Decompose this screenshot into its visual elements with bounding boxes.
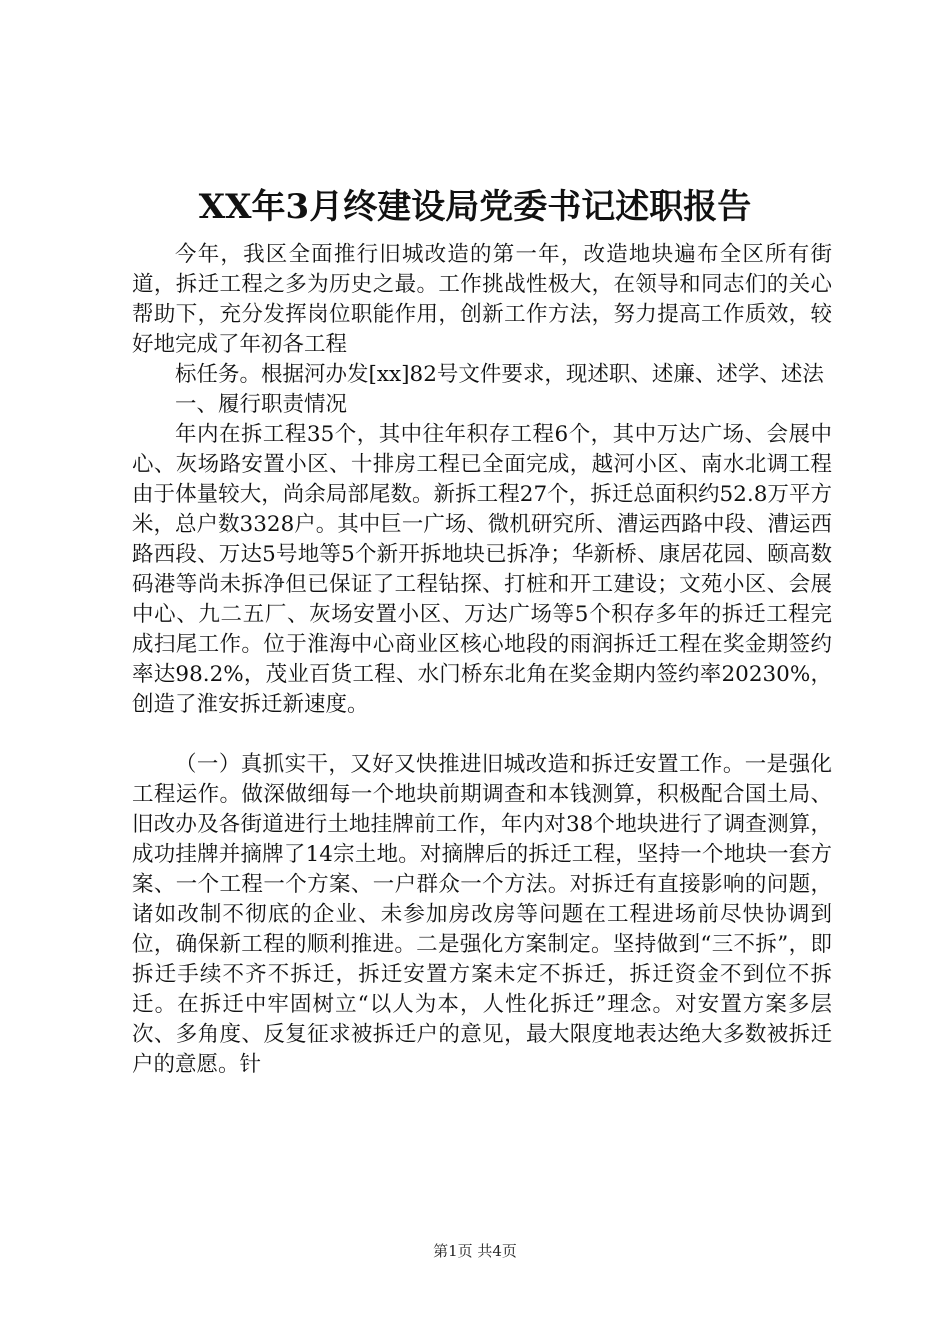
paragraph-gap	[132, 720, 832, 750]
paragraph-projects: 年内在拆工程35个，其中往年积存工程6个，其中万达广场、会展中心、灰场路安置小区、十排房工程已全面完成，越河小区、南水北调工程由于体量较大，尚余局部尾数。新拆工程27个，拆迁总面积约52.8万平方米，总户数3328户。其中巨一广场、微机研究所、漕运西路中段、漕运西路西段、万达5号地等5个新开拆地块已拆净；华新桥、康居花园、颐高数码港等尚未拆净但已保证了工程钻探、打桩和开工建设；文苑小区、会展中心、九二五厂、灰场安置小区、万达广场等5个积存多年的拆迁工程完成扫尾工作。位于淮海中心商业区核心地段的雨润拆迁工程在奖金期签约率达98.2%，茂业百货工程、水门桥东北角在奖金期内签约率20230%，创造了淮安拆迁新速度。	[132, 422, 832, 717]
document-body	[132, 240, 832, 1080]
paragraph-task: 标任务。根据河办发[xx]82号文件要求，现述职、述廉、述学、述法	[175, 362, 824, 387]
paragraph-section-one: （一）真抓实干，又好又快推进旧城改造和拆迁安置工作。一是强化工程运作。做深做细每一个地块前期调查和本钱测算，积极配合国土局、旧改办及各街道进行土地挂牌前工作，年内对38个地块进行了调查测算，成功挂牌并摘牌了14宗土地。对摘牌后的拆迁工程，坚持一个地块一套方案、一个工程一个方案、一户群众一个方法。对拆迁有直接影响的问题，诸如改制不彻底的企业、未参加房改房等问题在工程进场前尽快协调到位，确保新工程的顺利推进。二是强化方案制定。坚持做到“三不拆”，即拆迁手续不齐不拆迁，拆迁安置方案未定不拆迁，拆迁资金不到位不拆迁。在拆迁中牢固树立“以人为本，人性化拆迁”理念。对安置方案多层次、多角度、反复征求被拆迁户的意见，最大限度地表达绝大多数被拆迁户的意愿。针	[132, 752, 832, 1077]
document-title: XX年3月终建设局党委书记述职报告	[198, 187, 752, 227]
paragraph-intro: 今年，我区全面推行旧城改造的第一年，改造地块遍布全区所有街道，拆迁工程之多为历史之最。工作挑战性极大，在领导和同志们的关心帮助下，充分发挥岗位职能作用，创新工作方法，努力提高工作质效，较好地完成了年初各工程	[132, 242, 832, 357]
section-heading-duties: 一、履行职责情况	[175, 392, 348, 417]
page-number: 第1页 共4页	[433, 1242, 517, 1260]
